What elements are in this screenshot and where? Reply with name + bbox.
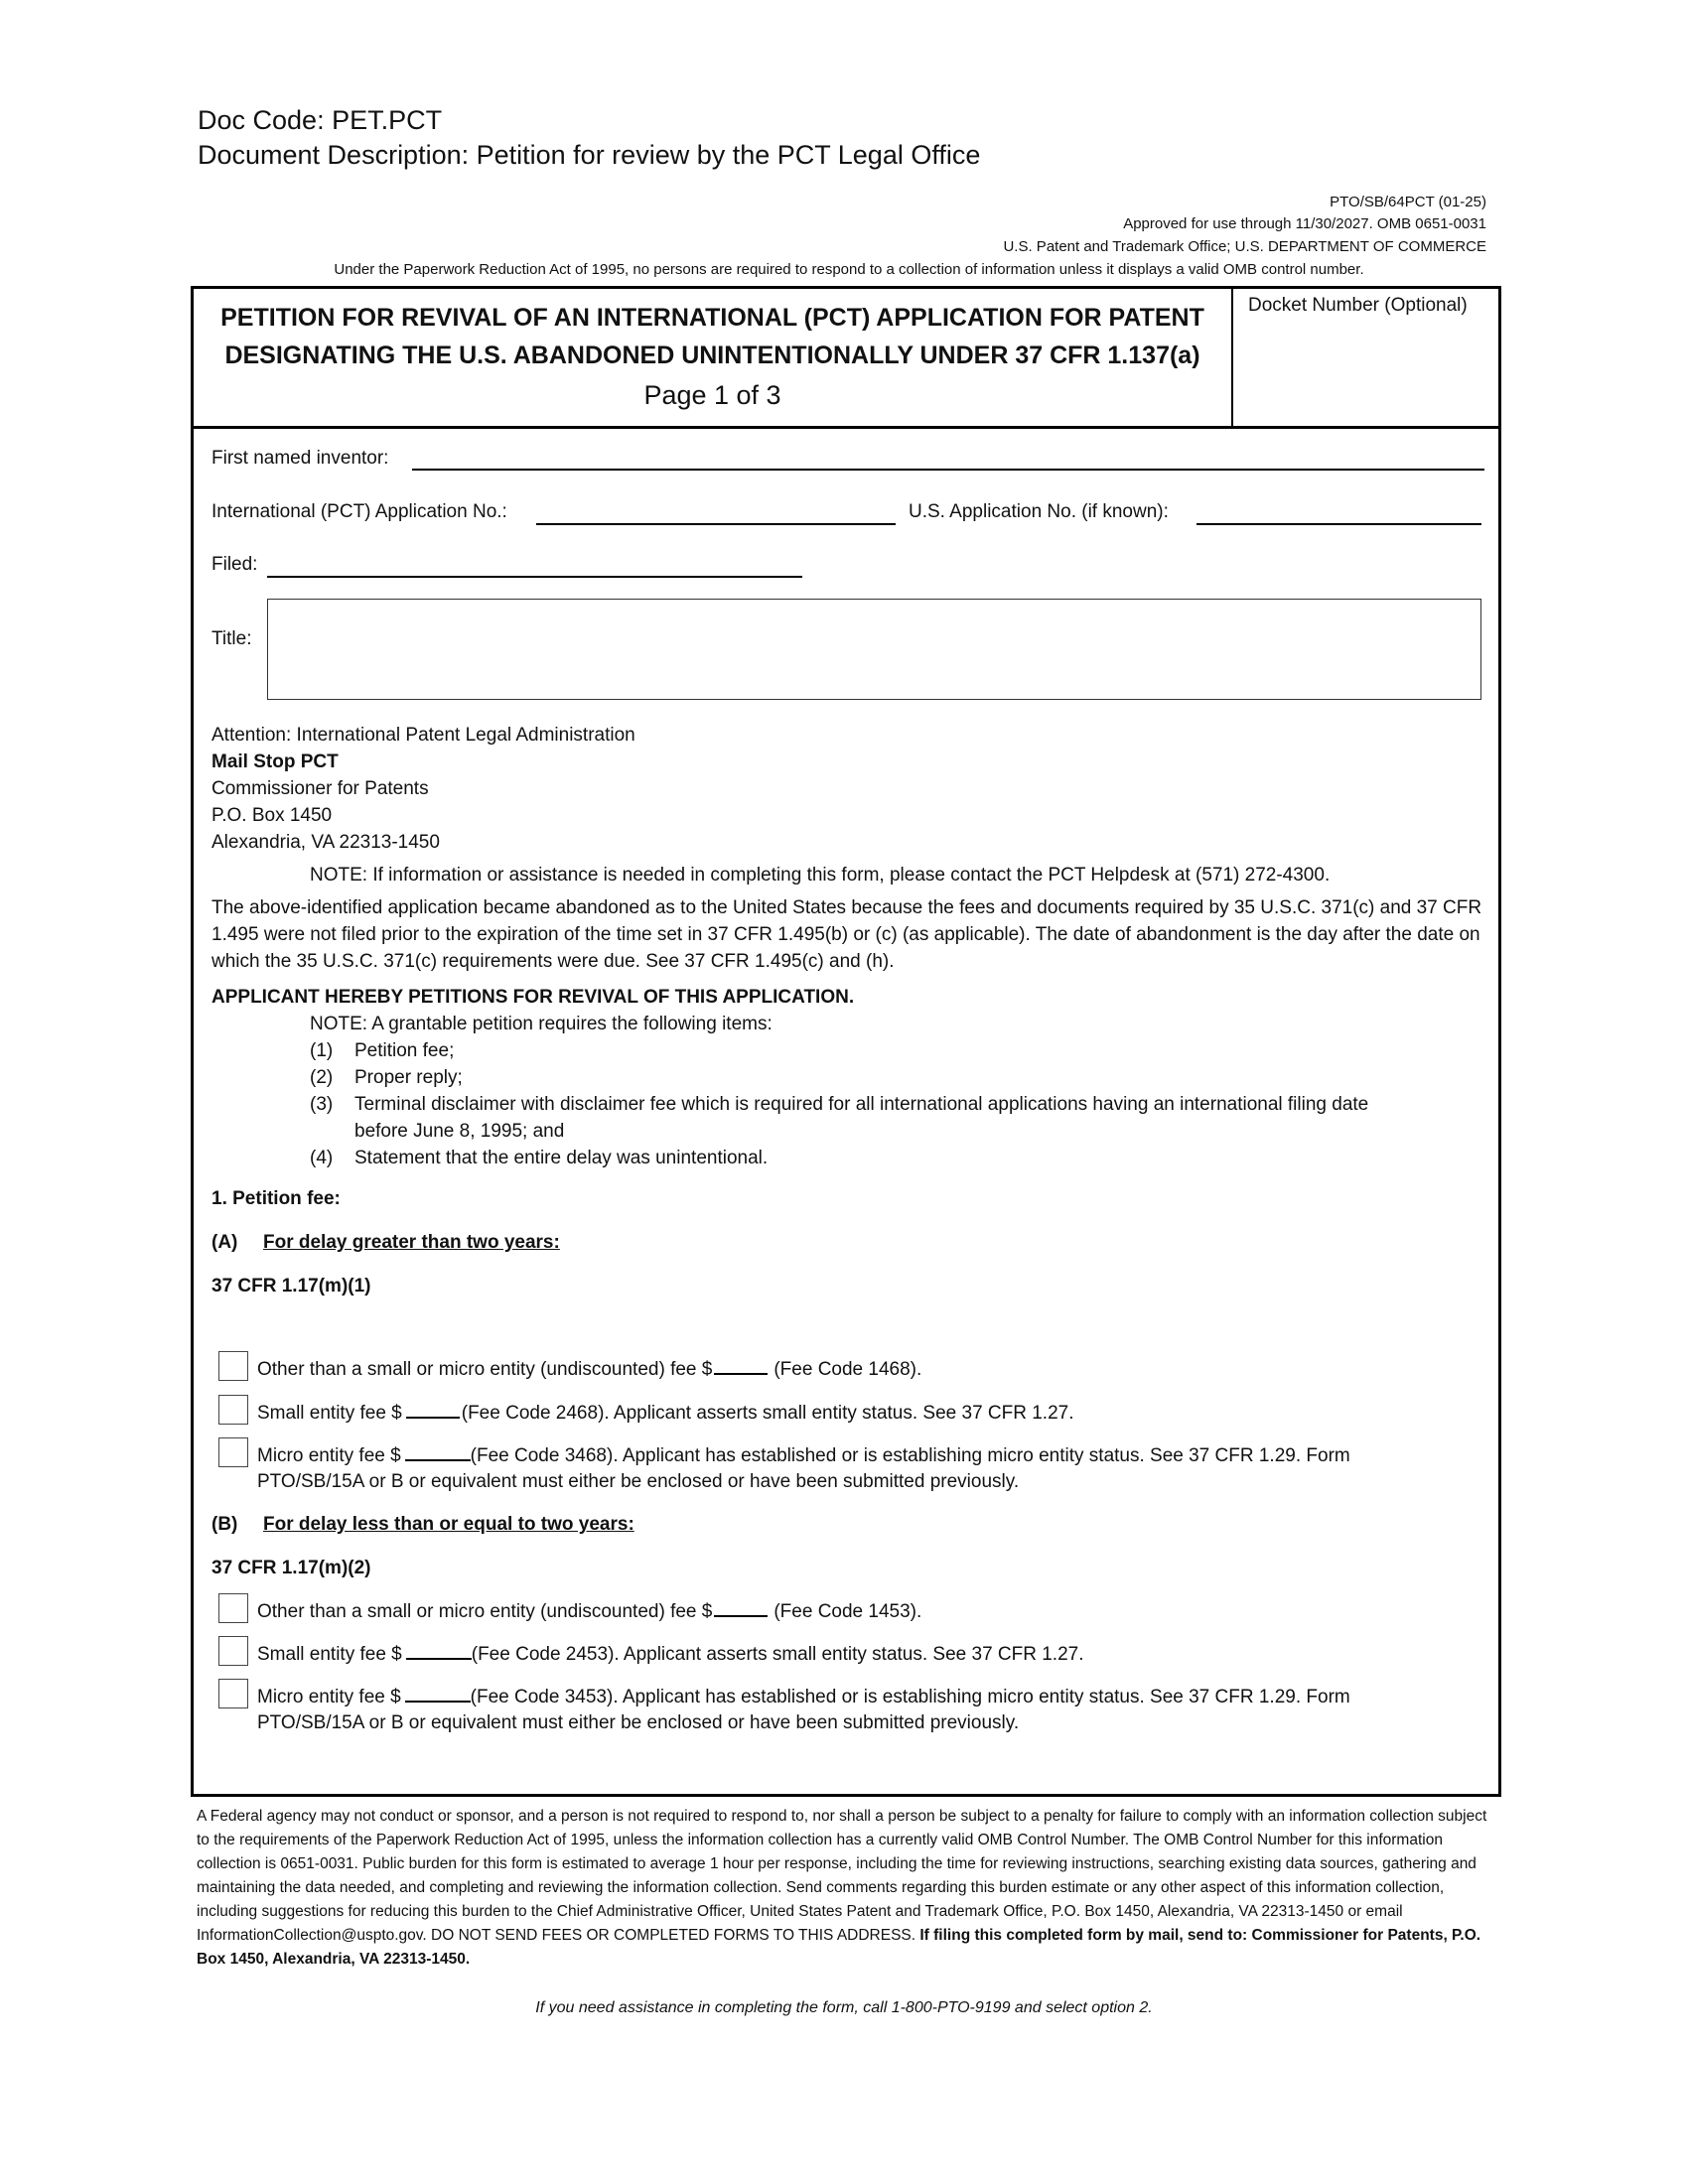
burden-statement [197,1805,1487,1972]
address-attention: Attention: International Patent Legal Administration [211,725,635,746]
fee-a-small-amount[interactable] [406,1399,460,1419]
section-a-label: (A) [211,1232,238,1253]
fee-b-micro-amount[interactable] [405,1683,471,1703]
agency-line: U.S. Patent and Trademark Office; U.S. DEPARTMENT OF COMMERCE [1003,238,1486,255]
items-note: NOTE: A grantable petition requires the following items: [310,1014,773,1034]
burden-text: A Federal agency may not conduct or sponsor, and a person is not required to respond to, nor shall a person be subject to a penalty for failure to comply with an information collection subject to the requirements of the Paperwork Reduction Act of 1995, unless the information collection has a currently valid OMB Control Number. The OMB Control Number for this information collection is 0651-0031. Public burden for this form is estimated to average 1 hour per response, including the time for reviewing instructions, searching existing data sources, gathering and maintaining the data needed, and completing and reviewing the information collection. Send comments regarding this burden estimate or any other aspect of this information collection, including suggestions for reducing this burden to the Chief Administrative Officer, United States Patent and Trademark Office, P.O. Box 1450, Alexandria, VA 22313-1450 or email InformationCollection@uspto.gov. DO NOT SEND FEES OR COMPLETED FORMS TO THIS ADDRESS. [197,1808,1487,1944]
title-label: Title: [211,628,252,649]
fee-a-micro-amount[interactable] [405,1441,471,1461]
fee-b-small-checkbox[interactable] [218,1636,248,1666]
assistance-line: If you need assistance in completing the form, call 1-800-PTO-9199 and select option 2. [535,1999,1153,2016]
fee-b-other-checkbox[interactable] [218,1593,248,1623]
doc-description: Document Description: Petition for review by the PCT Legal Office [198,140,981,170]
fee-a-other-checkbox[interactable] [218,1351,248,1381]
address-commissioner: Commissioner for Patents [211,778,429,799]
item-text-continued: before June 8, 1995; and [354,1121,565,1142]
docket-number-label: Docket Number (Optional) [1248,295,1468,316]
form-title-line2: DESIGNATING THE U.S. ABANDONED UNINTENTIONALLY UNDER 37 CFR 1.137(a) [224,341,1200,369]
us-app-no-label: U.S. Application No. (if known): [909,501,1169,522]
section-b-title: For delay less than or equal to two years: [263,1514,634,1535]
fee-a-micro-text-line2: PTO/SB/15A or B or equivalent must either be enclosed or have been submitted previously. [257,1471,1020,1492]
first-inventor-label: First named inventor: [211,448,389,469]
address-po-box: P.O. Box 1450 [211,805,333,826]
doc-code: Doc Code: PET.PCT [198,105,443,135]
pct-app-no-input[interactable] [536,523,896,525]
form-title-line1: PETITION FOR REVIVAL OF AN INTERNATIONAL (PCT) APPLICATION FOR PATENT [220,304,1204,332]
us-app-no-input[interactable] [1196,523,1481,525]
helpdesk-note: NOTE: If information or assistance is needed in completing this form, please contact the PCT Helpdesk at (571) 272-4300. [310,865,1331,886]
fee-a-small-text: Small entity fee $ (Fee Code 2468). Applicant asserts small entity status. See 37 CFR 1.27. [257,1399,1074,1427]
filed-label: Filed: [211,554,258,575]
item-text: Petition fee; [354,1040,455,1061]
fee-b-small-amount[interactable] [406,1640,472,1660]
form-box [191,286,1501,1797]
docket-number-field[interactable] [1235,325,1495,422]
fee-b-small-text: Small entity fee $ (Fee Code 2453). Applicant asserts small entity status. See 37 CFR 1.27. [257,1640,1084,1668]
fee-a-micro-text: Micro entity fee $ (Fee Code 3468). Applicant has established or is establishing micro entity status. See 37 CFR 1.29. Form [257,1441,1350,1469]
item-number: (1) [310,1040,334,1061]
pct-app-no-label: International (PCT) Application No.: [211,501,507,522]
fee-b-micro-text: Micro entity fee $ (Fee Code 3453). Applicant has established or is establishing micro entity status. See 37 CFR 1.29. Form [257,1683,1350,1710]
abandonment-paragraph: The above-identified application became abandoned as to the United States because the fees and documents required by 35 U.S.C. 371(c) and 37 CFR 1.495 were not filed prior to the expiration of the time set in 37 CFR 1.495(b) or (c) (as applicable). The date of abandonment is the day after the date on which the 35 U.S.C. 371(c) requirements were due. See 37 CFR 1.495(c) and (h). [211,897,1482,972]
fee-b-micro-text-line2: PTO/SB/15A or B or equivalent must either be enclosed or have been submitted previously. [257,1712,1020,1733]
form-id: PTO/SB/64PCT (01-25) [1330,194,1486,210]
section-b-cfr: 37 CFR 1.17(m)(2) [211,1558,371,1578]
item-number: (2) [310,1067,334,1088]
title-row [194,289,1498,429]
fee-b-other-text: Other than a small or micro entity (undiscounted) fee $ (Fee Code 1453). [257,1597,921,1625]
page-indicator: Page 1 of 3 [643,380,781,410]
fee-a-other-amount[interactable] [714,1355,768,1375]
section-a-cfr: 37 CFR 1.17(m)(1) [211,1276,371,1297]
item-text: Terminal disclaimer with disclaimer fee which is required for all international applications having an international filing date [354,1094,1369,1115]
title-input[interactable] [267,599,1481,700]
item-text: Proper reply; [354,1067,463,1088]
mailing-instruction: If filing this completed form by mail, send to: Commissioner for Patents, P.O. Box 1450, Alexandria, VA 22313-1450. [197,1927,1481,1968]
item-number: (4) [310,1148,334,1168]
fee-b-other-amount[interactable] [714,1597,768,1617]
address-mail-stop: Mail Stop PCT [211,751,339,772]
fee-a-micro-checkbox[interactable] [218,1437,248,1467]
omb-approval: Approved for use through 11/30/2027. OMB 0651-0031 [1123,215,1486,232]
filed-input[interactable] [267,576,802,578]
section-a-title: For delay greater than two years: [263,1232,560,1253]
petition-heading: APPLICANT HEREBY PETITIONS FOR REVIVAL OF THIS APPLICATION. [211,987,855,1008]
fee-b-micro-checkbox[interactable] [218,1679,248,1708]
item-text: Statement that the entire delay was unintentional. [354,1148,769,1168]
item-number: (3) [310,1094,334,1115]
address-city: Alexandria, VA 22313-1450 [211,832,440,853]
pra-notice: Under the Paperwork Reduction Act of 1995, no persons are required to respond to a collection of information unless it displays a valid OMB control number. [334,261,1364,278]
title-cell [194,289,1233,426]
section-b-label: (B) [211,1514,238,1535]
fee-a-other-text: Other than a small or micro entity (undiscounted) fee $ (Fee Code 1468). [257,1355,921,1383]
first-inventor-input[interactable] [412,469,1484,471]
section-petition-fee: 1. Petition fee: [211,1188,341,1209]
fee-a-small-checkbox[interactable] [218,1395,248,1425]
